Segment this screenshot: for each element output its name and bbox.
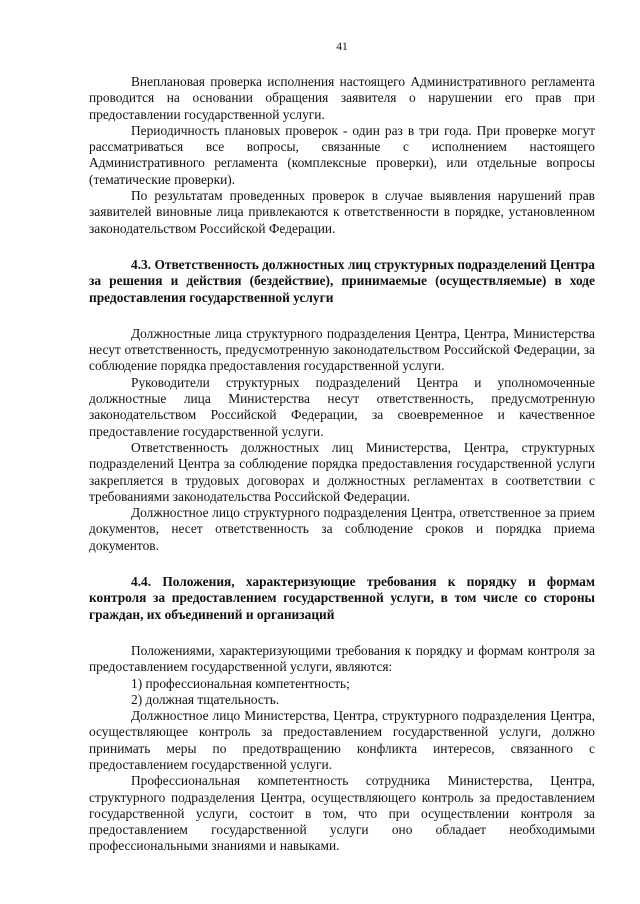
section-4-3-paragraph-3: Ответственность должностных лиц Министерства, Центра, структурных подразделений Центра за соблюдение порядка предоставления государственной услуги закрепляется в трудовых договорах и должностных регламентах в соответствии с требованиями законодательства Российской Федерации. bbox=[89, 439, 595, 504]
section-4-4-paragraph-3: Профессиональная компетентность сотрудника Министерства, Центра, структурного подразделения Центра, осуществляющего контроль за предоставлением государственной услуги, состоит в том, что при осуществлении контроля за предоставлением государственной услуги оно обладает необходимыми профессиональными знаниями и навыками. bbox=[89, 773, 595, 854]
section-4-3-paragraph-2: Руководители структурных подразделений Центра и уполномоченные должностные лица Министерства несут ответственность, предусмотренную законодательством Российской Федерации, за своевременное и качественное предоставление государственной услуги. bbox=[89, 374, 595, 439]
section-4-3-heading: 4.3. Ответственность должностных лиц структурных подразделений Центра за решения и действия (бездействие), принимаемые (осуществляемые) в ходе предоставления государственной услуги bbox=[89, 256, 595, 305]
intro-paragraph-1: Внеплановая проверка исполнения настоящего Административного регламента проводится на основании обращения заявителя о нарушении его прав при предоставлении государственной услуги. bbox=[89, 74, 595, 122]
section-4-4-list-item-2: 2) должная тщательность. bbox=[131, 691, 280, 707]
section-4-4-list-item-1: 1) профессиональная компетентность; bbox=[131, 675, 350, 691]
intro-paragraph-2: Периодичность плановых проверок - один раз в три года. При проверке могут рассматриваться все вопросы, связанные с исполнением настоящего Административного регламента (комплексные проверки), или отдельные вопросы (тематические проверки). bbox=[89, 122, 595, 187]
section-4-4-paragraph-1: Положениями, характеризующими требования к порядку и формам контроля за предоставлением государственной услуги, являются: bbox=[89, 642, 595, 675]
page-content bbox=[89, 74, 595, 855]
intro-paragraph-3: По результатам проведенных проверок в случае выявления нарушений прав заявителей виновные лица привлекаются к ответственности в порядке, установленном законодательством Российской Федерации. bbox=[89, 188, 595, 236]
section-4-3-paragraph-1: Должностные лица структурного подразделения Центра, Центра, Министерства несут ответственность, предусмотренную законодательством Российской Федерации, за соблюдение порядка предоставления государственной услуги. bbox=[89, 325, 595, 374]
document-page bbox=[89, 0, 595, 855]
page-number: 41 bbox=[336, 41, 348, 53]
section-4-4-paragraph-2: Должностное лицо Министерства, Центра, структурного подразделения Центра, осуществляющее контроль за предоставлением государственной услуги, должно принимать меры по предотвращению конфликта интересов, связанного с предоставлением государственной услуги. bbox=[89, 708, 595, 772]
section-4-4-heading: 4.4. Положения, характеризующие требования к порядку и формам контроля за предоставлением государственной услуги, в том числе со стороны граждан, их объединений и организаций bbox=[89, 574, 595, 622]
section-4-3-paragraph-4: Должностное лицо структурного подразделения Центра, ответственное за прием документов, несет ответственность за соблюдение сроков и порядка приема документов. bbox=[89, 505, 595, 553]
